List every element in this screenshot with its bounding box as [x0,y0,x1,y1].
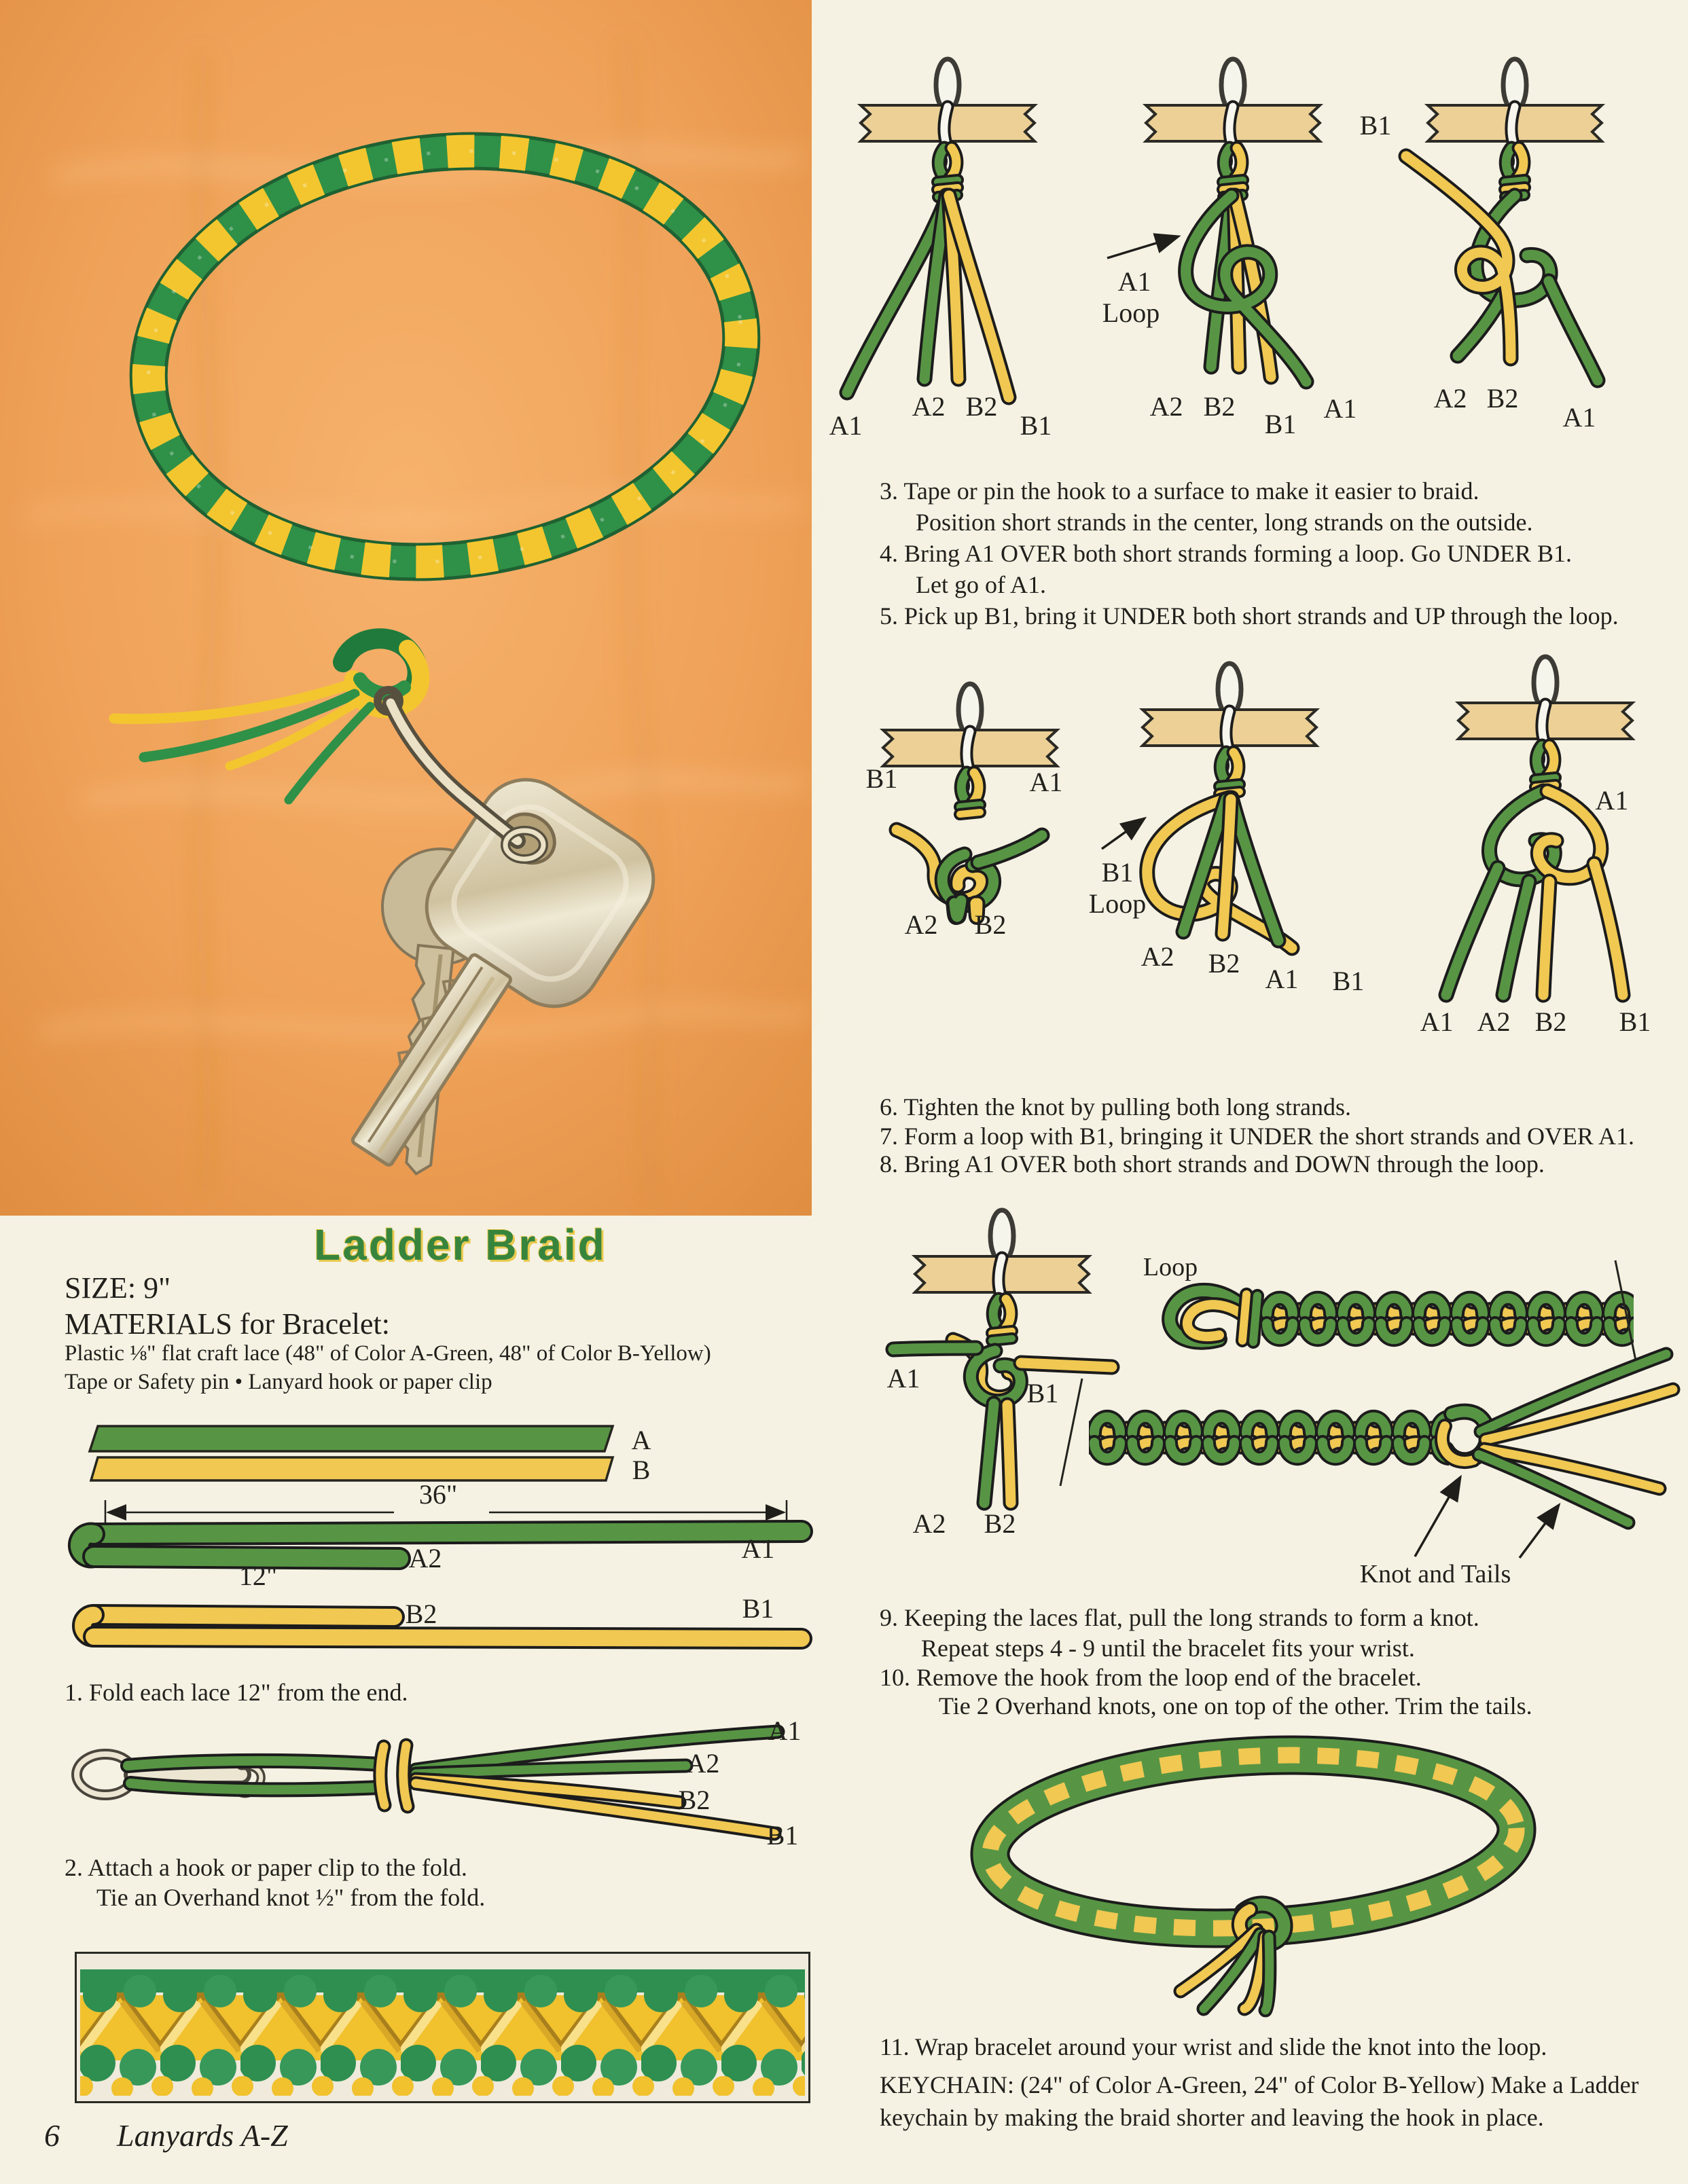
hook-fold-diagram [41,1711,812,1868]
diagrams-row2 [812,645,1688,1066]
folded-lace-a [79,1531,802,1591]
step-8: 8. Bring A1 OVER both short strands and DOWN through the loop. [880,1150,1545,1178]
label-a2: A2 [1477,1006,1511,1037]
materials-line2: Tape or Safety pin • Lanyard hook or paper clip [65,1370,492,1394]
step-9-line2: Repeat steps 4 - 9 until the bracelet fits your wrist. [921,1635,1415,1662]
label-a1: A1 [829,410,863,441]
diagram-step4 [1102,59,1357,439]
label-a1-side: A1 [1595,785,1629,816]
diagrams-row1 [812,0,1688,448]
label-a2: A2 [912,1508,946,1539]
folded-lace-b [83,1593,802,1639]
diagram-step9-knot [887,1210,1112,1539]
page-title: Ladder Braid [314,1220,607,1269]
step-10-line1: 10. Remove the hook from the loop end of the bracelet. [880,1664,1422,1691]
label-b1-loop: B1 [1101,857,1134,888]
step-9-line1: 9. Keeping the laces flat, pull the long strands to form a knot. [880,1604,1479,1631]
lace-b-strip [91,1457,613,1480]
label-knot-and-tails: Knot and Tails [1359,1560,1511,1588]
label-b2: B2 [678,1785,711,1815]
step-2-line1: 2. Attach a hook or paper clip to the fold. [65,1854,467,1881]
label-loop: Loop [1102,297,1160,328]
step-3-line1: 3. Tape or pin the hook to a surface to make it easier to braid. [880,477,1479,505]
label-b1: B1 [766,1820,799,1851]
label-b2: B2 [1534,1006,1567,1037]
step-4-line1: 4. Bring A1 OVER both short strands forming a loop. Go UNDER B1. [880,540,1572,567]
label-b2: B2 [405,1599,437,1629]
label-b1: B1 [742,1593,774,1624]
braid-closeup-photo [75,1952,810,2103]
step-5: 5. Pick up B1, bring it UNDER both short strands and UP through the loop. [880,602,1619,630]
keychain-note-line2: keychain by making the braid shorter and leaving the hook in place. [880,2104,1544,2131]
label-a1: A1 [1029,767,1063,797]
label-a2: A2 [1149,391,1183,422]
label-a1: A1 [741,1533,775,1564]
step-3-line2: Position short strands in the center, long strands on the outside. [916,509,1533,536]
diagram-step6 [866,684,1063,940]
step-1: 1. Fold each lace 12" from the end. [65,1679,408,1706]
diagrams-row3 [812,1202,1688,1626]
label-b1: B1 [1332,966,1365,996]
label-b2: B2 [1208,948,1240,979]
page-number: 6 [44,2118,60,2153]
lace-cutting-diagram [41,1413,812,1664]
label-36-inches: 36" [418,1479,458,1510]
step-11: 11. Wrap bracelet around your wrist and slide the knot into the loop. [880,2033,1547,2060]
label-b2: B2 [1203,391,1236,422]
book-title: Lanyards A-Z [117,2118,288,2153]
label-loop: Loop [1143,1253,1198,1281]
label-lace-a: A [631,1425,651,1455]
label-b2: B2 [965,391,998,422]
lace-a-strip [90,1426,613,1451]
label-a2: A2 [686,1748,720,1779]
label-a1: A1 [886,1363,920,1394]
keychain-photo [0,0,812,1216]
label-b1: B1 [1619,1006,1651,1037]
label-b1: B1 [1359,110,1392,141]
label-b1: B1 [1026,1378,1059,1408]
label-a1: A1 [1323,393,1357,424]
label-b2: B2 [974,909,1007,940]
label-a2: A2 [904,909,938,940]
step-7: 7. Form a loop with B1, bringing it UNDER the short strands and OVER A1. [880,1123,1634,1150]
label-b1: B1 [1020,410,1052,441]
label-a2: A2 [912,391,946,422]
step-2-line2: Tie an Overhand knot ½" from the fold. [96,1884,486,1911]
label-a1: A1 [1265,964,1299,994]
step-10-line2: Tie 2 Overhand knots, one on top of the other. Trim the tails. [939,1692,1532,1719]
diagram-step3 [829,59,1052,441]
label-b2: B2 [984,1508,1016,1539]
materials-heading: MATERIALS for Bracelet: [65,1307,390,1341]
label-a1: A1 [1562,402,1596,433]
label-a1: A1 [1420,1006,1454,1037]
label-12-inches: 12" [238,1561,278,1591]
label-b2: B2 [1486,383,1519,414]
label-a1: A1 [768,1715,802,1746]
step-4-line2: Let go of A1. [916,571,1046,598]
finished-bracelet-diagram [951,1739,1562,2058]
braid-with-loop [1143,1253,1638,1370]
diagram-step8 [1420,657,1651,1037]
materials-line1: Plastic ⅛" flat craft lace (48" of Color A-Green, 48" of Color B-Yellow) [65,1341,711,1366]
label-b1: B1 [1264,409,1297,439]
label-a2: A2 [1433,383,1467,414]
braid-with-knot [1060,1354,1673,1588]
label-a1-loop: A1 [1117,266,1151,297]
step-6: 6. Tighten the knot by pulling both long strands. [880,1093,1352,1121]
label-lace-b: B [632,1455,651,1485]
size-label: SIZE: 9" [65,1271,171,1305]
label-b1: B1 [865,763,898,794]
diagram-step5 [1360,59,1602,433]
label-loop: Loop [1088,888,1147,919]
label-a2: A2 [1141,941,1174,972]
keychain-note-line1: KEYCHAIN: (24" of Color A-Green, 24" of Color B-Yellow) Make a Ladder [880,2071,1639,2098]
label-a2: A2 [408,1543,442,1573]
diagram-step7 [1089,663,1365,996]
